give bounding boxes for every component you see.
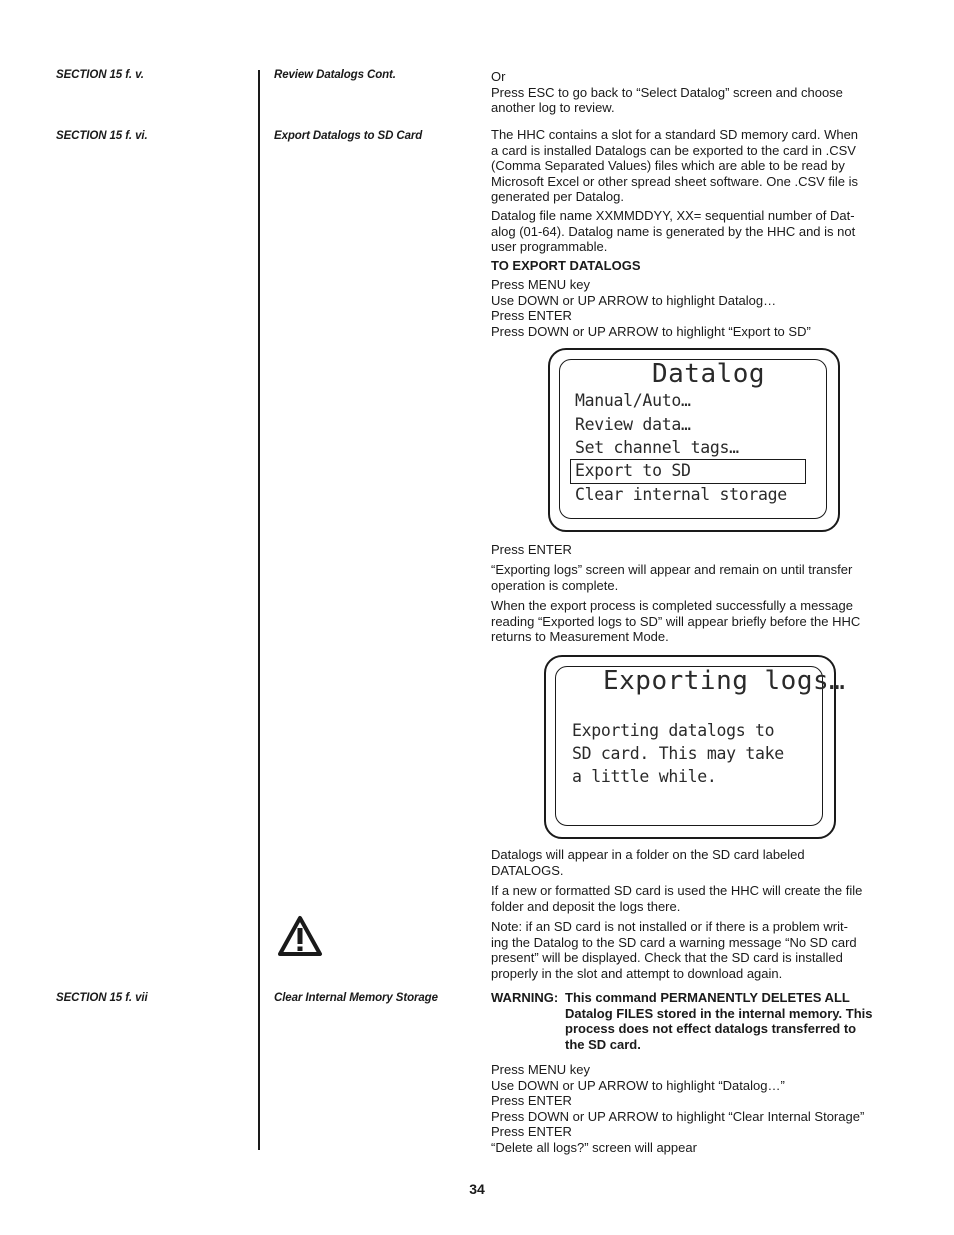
text-line: properly in the slot and attempt to download again. [491,965,783,981]
text-line: Press ENTER [491,308,572,324]
screen-message-line: SD card. This may take [572,744,784,763]
export-filename [491,208,901,255]
menu-item-clear-internal-storage: Clear internal storage [575,485,787,504]
topic-export-datalogs: Export Datalogs to SD Card [274,130,423,142]
clear-steps [491,1062,901,1156]
text-line: folder and deposit the logs there. [491,898,681,914]
text-line: the SD card. [565,1036,641,1052]
text-line: Datalog FILES stored in the internal memory. This [565,1005,873,1021]
text-line: present” will be displayed. Check that the SD card is installed [491,950,843,966]
section-label-15fvii: SECTION 15 f. vii [56,992,148,1004]
text-line: alog (01-64). Datalog name is generated by the HHC and is not [491,223,856,239]
text-line: Press MENU key [491,1062,590,1077]
press-enter-text: Press ENTER [491,542,572,557]
export-intro [491,127,901,205]
text-line: If a new or formatted SD card is used the HHC will create the file [491,883,863,898]
text-line: DATALOGS. [491,862,564,878]
text-line: Press ENTER [491,1093,572,1109]
text-line: another log to review. [491,100,615,116]
menu-item-manual-auto: Manual/Auto… [575,391,691,410]
text-line: Use DOWN or UP ARROW to highlight “Datalog…” [491,1077,785,1093]
completed-message [491,598,901,645]
datalog-menu-screen [548,348,840,532]
text-line: “Delete all logs?” screen will appear [491,1139,697,1155]
text-line: returns to Measurement Mode. [491,629,669,645]
topic-clear-memory: Clear Internal Memory Storage [274,992,438,1004]
text-line: (Comma Separated Values) files which are able to be read by [491,158,845,174]
text-line: reading “Exported logs to SD” will appear briefly before the HHC [491,613,861,629]
warning-label: WARNING: [491,990,559,1005]
text-line: Press ESC to go back to “Select Datalog” screen and choose [491,84,843,100]
menu-item-set-channel-tags: Set channel tags… [575,438,739,457]
text-line: Or [491,69,506,84]
warning-text [565,990,901,1052]
note-message [491,919,901,981]
page-number: 34 [469,1181,485,1197]
text-line: Press ENTER [491,1124,572,1140]
export-heading: TO EXPORT DATALOGS [491,258,641,273]
text-line: Press DOWN or UP ARROW to highlight “Export to SD” [491,323,811,339]
text-line: ing the Datalog to the SD card a warning message “No SD card [491,934,857,950]
text-line: When the export process is completed successfully a message [491,598,854,613]
screen-title: Datalog [652,359,766,389]
screen-message-line: a little while. [572,767,717,786]
text-line: operation is complete. [491,577,619,593]
text-line: Use DOWN or UP ARROW to highlight Datalog… [491,292,777,308]
text-line: Datalog file name XXMMDDYY, XX= sequential number of Dat- [491,208,855,223]
column-divider [258,70,260,1150]
text-line: a card is installed Datalogs can be exported to the card in .CSV [491,142,856,158]
text-line: The HHC contains a slot for a standard SD memory card. When [491,127,859,142]
review-text [491,69,901,116]
warning-block [491,990,901,1054]
menu-item-review-data: Review data… [575,415,691,434]
text-line: Note: if an SD card is not installed or if there is a problem writ- [491,919,848,934]
text-line: Press DOWN or UP ARROW to highlight “Clear Internal Storage” [491,1108,865,1124]
folder-message [491,847,901,878]
exporting-message [491,562,901,593]
export-steps [491,277,901,339]
text-line: This command PERMANENTLY DELETES ALL [565,990,850,1005]
text-line: process does not effect datalogs transferred to [565,1021,857,1037]
new-card-message [491,883,901,914]
text-line: generated per Datalog. [491,189,624,205]
text-line: “Exporting logs” screen will appear and remain on until transfer [491,562,853,577]
text-line: Datalogs will appear in a folder on the SD card labeled [491,847,805,862]
section-label-15fv: SECTION 15 f. v. [56,69,144,81]
topic-review-datalogs: Review Datalogs Cont. [274,69,396,81]
screen-message-line: Exporting datalogs to [572,721,775,740]
menu-item-export-to-sd: Export to SD [575,461,691,480]
screen-title: Exporting logs… [603,666,846,696]
section-label-15fvi: SECTION 15 f. vi. [56,130,148,142]
text-line: Press MENU key [491,277,590,292]
exporting-logs-screen [544,655,846,839]
text-line: user programmable. [491,239,608,255]
text-line: Microsoft Excel or other spread sheet software. One .CSV file is [491,173,859,189]
warning-triangle-icon [277,915,323,957]
